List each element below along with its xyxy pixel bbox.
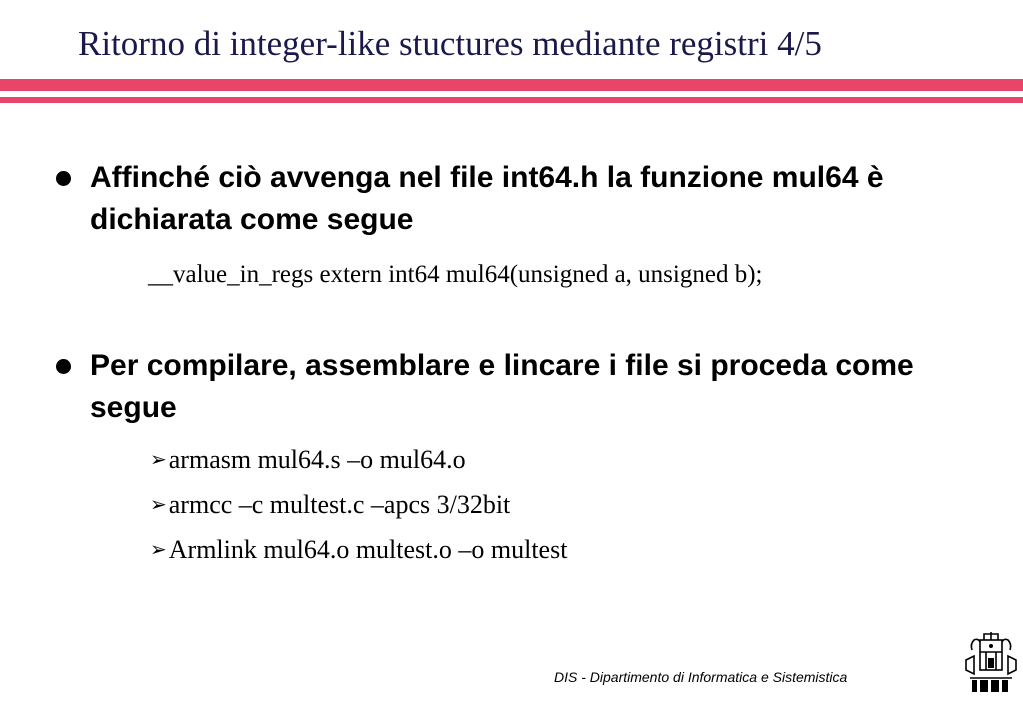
sub-item-2: [150, 488, 510, 521]
title-rule-thin: [0, 97, 1023, 103]
code-declaration: __value_in_regs extern int64 mul64(unsigned a, unsigned b);: [148, 261, 763, 288]
bullet-text: Per compilare, assemblare e lincare i file si proceda come segue: [90, 349, 914, 424]
arrowhead-right-icon: ➢: [150, 447, 167, 471]
sub-item-1: [150, 443, 466, 476]
title-rule-thick: [0, 79, 1023, 91]
bullet-dot-icon: [56, 359, 71, 374]
university-crest-icon: [962, 630, 1020, 694]
footer-text: DIS - Dipartimento di Informatica e Sistemistica: [554, 669, 848, 685]
sub-item-text: Armlink mul64.o multest.o –o multest: [168, 535, 568, 564]
arrowhead-right-icon: ➢: [150, 537, 167, 561]
bullet-item-1: [56, 157, 956, 247]
sub-item-3: [150, 533, 567, 566]
slide-title: Ritorno di integer-like stuctures mediante registri 4/5: [78, 24, 822, 63]
sub-item-text: armasm mul64.s –o mul64.o: [168, 445, 466, 474]
bullet-text: Affinché ciò avvenga nel file int64.h la funzione mul64 è dichiarata come segue: [90, 161, 884, 236]
bullet-dot-icon: [56, 171, 71, 186]
arrowhead-right-icon: ➢: [150, 492, 167, 516]
bullet-item-2: [56, 345, 956, 435]
sub-item-text: armcc –c multest.c –apcs 3/32bit: [168, 490, 511, 519]
